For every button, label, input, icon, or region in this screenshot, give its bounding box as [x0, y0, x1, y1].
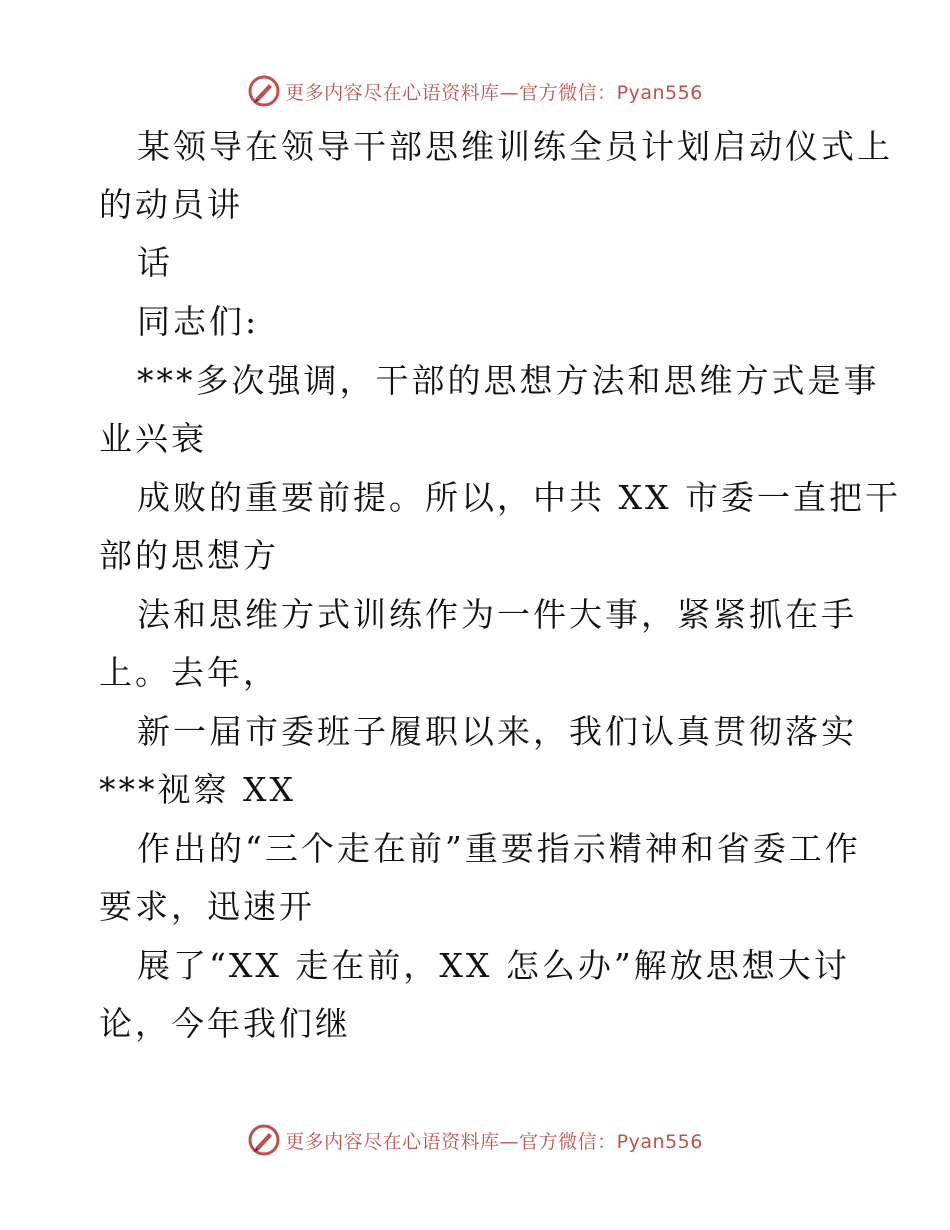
title-line-3: 话: [137, 243, 173, 282]
paragraph-line: ***多次强调，干部的思想方法和思维方式是事: [137, 361, 880, 400]
paragraph-line: 新一届市委班子履职以来，我们认真贯彻落实: [137, 712, 857, 751]
paragraph-line: 法和思维方式训练作为一件大事，紧紧抓在手: [137, 595, 857, 634]
title-line-2: 的动员讲: [99, 185, 243, 224]
paragraph-line: 业兴衰: [99, 419, 207, 458]
watermark-text: 更多内容尽在心语资料库—官方微信：Pyan556: [285, 1130, 703, 1153]
header-watermark: [0, 74, 950, 108]
pen-logo-icon: [247, 74, 281, 108]
paragraph-line: 成败的重要前提。所以，中共 XX 市委一直把干: [137, 478, 901, 517]
title-line-1: 某领导在领导干部思维训练全员计划启动仪式上: [137, 127, 893, 166]
paragraph-line: 部的思想方: [99, 536, 279, 575]
watermark-text: 更多内容尽在心语资料库—官方微信：Pyan556: [285, 81, 703, 104]
paragraph-line: 上。去年，: [99, 653, 279, 692]
paragraph-line: 论，今年我们继: [99, 1004, 351, 1043]
footer-watermark: [0, 1123, 950, 1157]
paragraph-line: 作出的“三个走在前”重要指示精神和省委工作: [137, 829, 861, 868]
paragraph-line: ***视察 XX: [99, 770, 296, 809]
paragraph-line: 展了“XX 走在前，XX 怎么办”解放思想大讨: [137, 946, 850, 985]
pen-logo-icon: [247, 1123, 281, 1157]
salutation: 同志们:: [137, 302, 260, 341]
paragraph-line: 要求，迅速开: [99, 887, 315, 926]
